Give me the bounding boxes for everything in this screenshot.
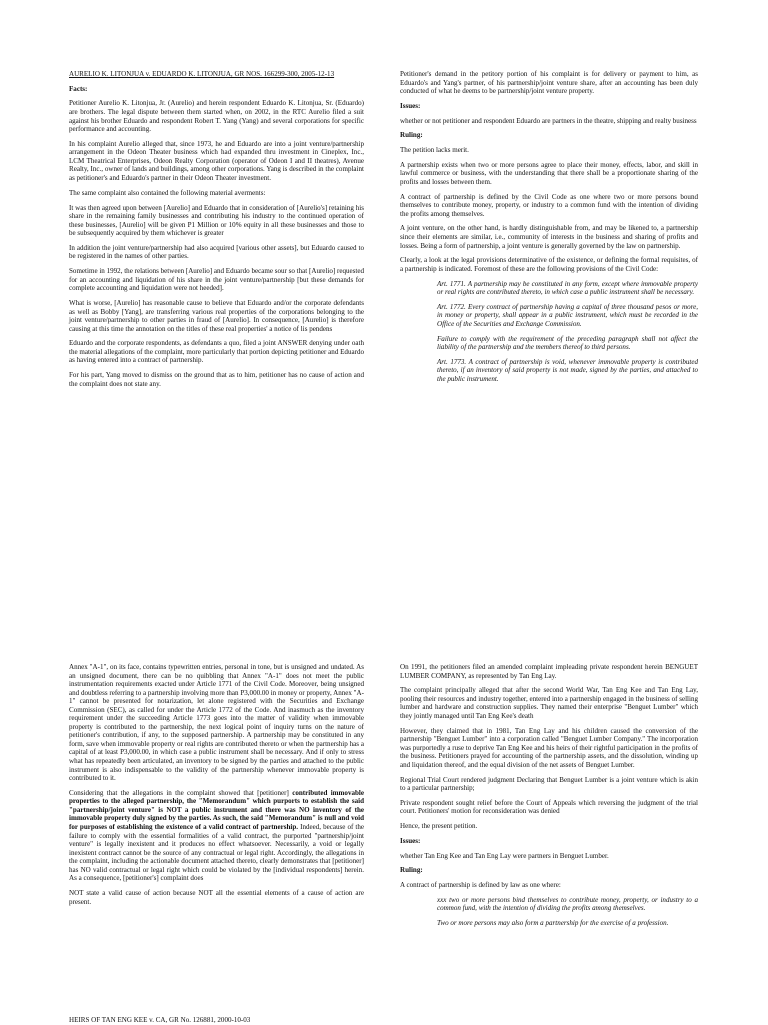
facts-paragraph: For his part, Yang moved to dismiss on the ground that as to him, petitioner has no cause of action and the complaint does not state any. [69,371,364,388]
case2-paragraph: Private respondent sought relief before the Court of Appeals which reversing the judgment of the trial court. Petitioners' motion for reconsideration was denied [400,798,698,816]
civil-code-article: Failure to comply with the requirement of the preceding paragraph shall not affect the liability of the partnership and the members thereof to third persons. [437,334,698,352]
case2-quote: Two or more persons may also form a partnership for the exercise of a profession. [437,919,669,928]
case2-paragraph: Hence, the present petition. [400,822,478,831]
case2-issue-text: whether Tan Eng Kee and Tan Eng Lay were partners in Benguet Lumber. [400,851,609,860]
facts-paragraph: Eduardo and the corporate respondents, as defendants a quo, filed a joint ANSWER denying under oath the material allegations of the complaint, more particularly that portion depicting petitioner and Eduardo as having entered into a contract of partnership. [69,339,364,365]
case2-paragraph: Regional Trial Court rendered judgment Declaring that Benguet Lumber is a joint venture which is akin to a particular partnership; [400,775,698,793]
case2-paragraph: On 1991, the petitioners filed an amended complaint impleading private respondent herein BENGUET LUMBER COMPANY, as represented by Tan Eng Lay. [400,663,698,680]
considering-paragraph [69,789,364,883]
facts-paragraph: Petitioner Aurelio K. Litonjua, Jr. (Aurelio) and herein respondent Eduardo K. Litonjua, Sr. (Eduardo) are brothers. The legal dispute between them started when, on 2002, in the RTC Aurelio filed a suit against his brother Eduardo and respondent Robert T. Yang (Yang) and several corporations for specific performance and accounting. [69,99,364,134]
case1-facts-column [69,70,364,394]
issues-heading: Issues: [400,101,421,110]
facts-paragraph: In addition the joint venture/partnership had also acquired [various other assets], but Eduardo caused to be registered in the names of other parties. [69,243,364,261]
case2-paragraph: However, they claimed that in 1981, Tan Eng Lay and his children caused the conversion of the partnership "Benguet Lumber" into a corporation called "Benguet Lumber Company." The incorporation was purportedly a ruse to deprive Tan Eng Kee and his heirs of their rightful participation in the profits of the business. Petitioners prayed for accounting of the partnership assets, and the dissolution, winding up and liquidation thereof, and the equal division of the net assets of Benguet Lumber. [400,726,698,769]
civil-code-article: Art. 1771. A partnership may be constituted in any form, except where immovable property or real rights are contributed thereto, in which case a public instrument shall be necessary. [437,279,698,297]
facts-heading: Facts: [69,84,88,93]
case2-title: HEIRS OF TAN ENG KEE v. CA, GR No. 126881, 2000-10-03 [69,1016,251,1024]
annex-paragraph: Annex "A-1", on its face, contains typewritten entries, personal in tone, but is unsigned and undated. As an unsigned document, there can be no quibbling that Annex "A-1" does not meet the public instrumentation requirements exacted under Article 1771 of the Civil Code. Moreover, being unsigned and doubtless referring to a partnership involving more than P3,000.00 in money or property, Annex "A-1" cannot be presented for notarization, let alone registered with the Securities and Exchange Commission (SEC), as called for under the Article 1772 of the Code. And inasmuch as the inventory requirement under the succeeding Article 1773 goes into the matter of validity when immovable property is contributed to the partnership, the next logical point of inquiry turns on the nature of petitioner's contribution, if any, to the supposed partnership. A partnership may be constituted in any form, save when immovable property or real rights are contributed thereto or when the partnership has a capital of at least P3,000.00, in which case a public instrument shall be necessary. And if only to stress what has repeatedly been articulated, an inventory to be signed by the parties and attached to the public instrument is also indispensable to the validity of the partnership whenever immovable property is contributed to it. [69,663,364,783]
facts-paragraph: In his complaint Aurelio alleged that, since 1973, he and Eduardo are into a joint venture/partnership arrangement in the Odeon Theater business which had expanded thru investment in Cineplex, Inc., LCM Theatrical Enterprises, Odeon Realty Corporation (operator of Odeon I and II theatres), Avenue Realty, Inc., owner of lands and buildings, among other corporations. Yang is described in the complaint as petitioner's and Eduardo's partner in their Odeon Theater investment. [69,139,364,183]
civil-code-article: Art. 1772. Every contract of partnership having a capital of three thousand pesos or more, in money or property, shall appear in a public instrument, which must be recorded in the Office of the Securities and Exchange Commission. [437,302,698,328]
ruling-heading: Ruling: [400,131,423,140]
ruling-paragraph: A joint venture, on the other hand, is hardly distinguishable from, and may be likened to, a partnership since their elements are similar, i.e., community of interests in the business and sharing of profits and losses. Being a form of partnership, a joint venture is generally governed by the law on partnership. [400,224,698,250]
considering-text: Considering that the allegations in the complaint showed that [petitioner] [69,788,293,797]
case1-annex-column [69,663,364,912]
facts-paragraph: Sometime in 1992, the relations between [Aurelio] and Eduardo became sour so that [Aurelio] requested for an accounting and liquidation of his share in the joint venture/partnership [but these demands for complete accounting and liquidation were not heeded]. [69,267,364,293]
not-state-paragraph: NOT state a valid cause of action because NOT all the essential elements of a cause of action are present. [69,889,364,906]
case2-column [400,663,698,934]
facts-paragraph: The same complaint also contained the following material averments: [69,188,266,197]
case2-ruling-heading: Ruling: [400,866,423,875]
facts-paragraph: It was then agreed upon between [Aurelio] and Eduardo that in consideration of [Aurelio's] retaining his share in the remaining family businesses and contributing his industry to the continued operation of these businesses, [Aurelio] will be given P1 Million or 10% equity in all these businesses and those to be subsequently acquired by them whichever is greater [69,203,364,238]
ruling-paragraph: A partnership exists when two or more persons agree to place their money, effects, labor, and skill in lawful commerce or business, with the understanding that there shall be a proportionate sharing of the profits and losses between them. [400,160,698,186]
case1-title: AURELIO K. LITONJUA v. EDUARDO K. LITONJUA, GR NOS. 166299-300, 2005-12-13 [69,70,335,78]
case2-quote: xxx two or more persons bind themselves to contribute money, property, or industry to a common fund, with the intention of dividing the profits among themselves. [437,895,698,913]
case2-paragraph: The complaint principally alleged that after the second World War, Tan Eng Kee and Tan Eng Lay, pooling their resources and industry together, entered into a partnership engaged in the business of selling lumber and hardware and construction supplies. They named their enterprise "Benguet Lumber" which they jointly managed until Tan Eng Kee's death [400,686,698,720]
ruling-paragraph: A contract of partnership is defined by the Civil Code as one where two or more persons bound themselves to contribute money, property, or industry to a common fund with the intention of dividing the profits among themselves. [400,192,698,218]
petitory-paragraph: Petitioner's demand in the petitory portion of his complaint is for delivery or payment to him, as Eduardo's and Yang's partner, of his partnership/joint venture share, after an accounting has been duly conducted of what he deems to be partnership/joint venture property. [400,70,698,96]
issue-text: whether or not petitioner and respondent Eduardo are partners in the theatre, shipping and realty business [400,116,697,125]
ruling-paragraph: The petition lacks merit. [400,146,469,155]
civil-code-article: Art. 1773. A contract of partnership is void, whenever immovable property is contributed thereto, if an inventory of said property is not made, signed by the parties, and attached to the public instrument. [437,357,698,384]
case1-ruling-column [400,70,698,390]
considering-text-continued: Indeed, because of the failure to comply with the essential formalities of a valid contract, the purported "partnership/joint venture" is legally inexistent and it produces no effect whatsoever. Necessarily, a void or legally inexistent contract cannot be the source of any contractual or legal right. Accordingly, the allegations in the complaint, including the actionable document attached thereto, clearly demonstrates that [petitioner] has NO valid contractual or legal right which could be violated by the [individual respondents] herein. As a consequence, [petitioner's] complaint does [69,823,364,883]
considering-bold-text: contributed immovable properties to the alleged partnership, the "Memorandum" which purports to establish the said "partnership/joint venture" is NOT a public instrument and there was NO inventory of the immovable property duly signed by the parties. As such, the said "Memorandum" is null and void for purposes of establishing the existence of a valid contract of partnership. [69,788,364,832]
case2-issues-heading: Issues: [400,836,421,845]
case2-ruling-text: A contract of partnership is defined by law as one where: [400,881,561,890]
ruling-paragraph: Clearly, a look at the legal provisions determinative of the existence, or defining the formal requisites, of a partnership is indicated. Foremost of these are the following provisions of the Civil Code: [400,256,698,273]
facts-paragraph: What is worse, [Aurelio] has reasonable cause to believe that Eduardo and/or the corporate defendants as well as Bobby [Yang], are transferring various real properties of the corporations belonging to the joint venture/partnership to other parties in fraud of [Aurelio]. In consequence, [Aurelio] is therefore causing at this time the annotation on the titles of these real properties' a notice of lis pendens [69,298,364,333]
